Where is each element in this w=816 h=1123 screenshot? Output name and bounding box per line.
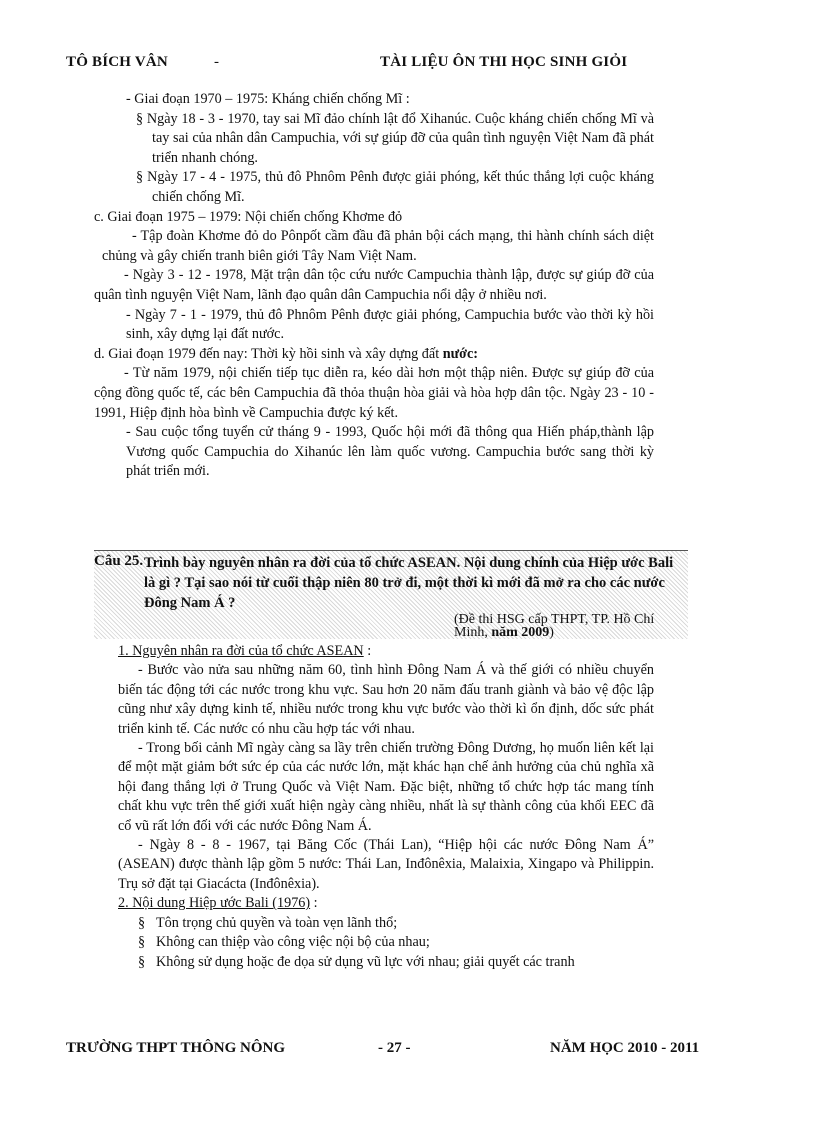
answer-section-1-title: 1. Nguyên nhân ra đời của tổ chức ASEAN bbox=[118, 643, 364, 659]
stage-1970-heading: - Giai đoạn 1970 – 1975: Kháng chiến chống Mĩ : bbox=[126, 91, 410, 107]
answer-section-2-heading bbox=[118, 894, 654, 913]
section-c-paragraph-2: - Ngày 3 - 12 - 1978, Mặt trận dân tộc cứu nước Campuchia thành lập, được sự giúp đỡ của quân tình nguyện Việt Nam, lãnh đạo quân dân Campuchia nổi dậy ở nhiều nơi. bbox=[94, 267, 654, 303]
question-text: Trình bày nguyên nhân ra đời của tổ chức ASEAN. Nội dung chính của Hiệp ước Bali là gì ? Tại sao nói từ cuối thập niên 80 trở đi, một thời kì mới đã mở ra cho các nước Đông Nam Á ? bbox=[144, 555, 674, 611]
list-item-text: Không can thiệp vào công việc nội bộ của nhau; bbox=[156, 934, 430, 951]
footer-page-number: - 27 - bbox=[378, 1040, 411, 1056]
answer-section-2-colon: : bbox=[310, 895, 318, 912]
question-box bbox=[94, 550, 688, 639]
section-c-paragraph-1: - Tập đoàn Khơme đỏ do Pônpốt cầm đầu đã phản bội cách mạng, thi hành chính sách diệt chủng và gây chiến tranh biên giới Tây Nam Việt Nam. bbox=[102, 228, 654, 264]
bullet-mark: § bbox=[138, 934, 146, 951]
bullet-mark: § bbox=[138, 914, 146, 931]
section-d-heading bbox=[94, 345, 654, 365]
part1-body bbox=[94, 90, 654, 482]
page-header bbox=[66, 54, 646, 74]
answer-section-1-paragraph-3: - Ngày 8 - 8 - 1967, tại Băng Cốc (Thái Lan), “Hiệp hội các nước Đông Nam Á” (ASEAN) được thành lập gồm 5 nước: Thái Lan, Inđônêxia, Malaixia, Xingapo và Philippin. Trụ sở đặt tại Giacácta (Inđônêxia). bbox=[118, 837, 654, 892]
header-doc-title: TÀI LIỆU ÔN THI HỌC SINH GIỎI bbox=[380, 54, 628, 70]
section-d-paragraph-1: - Từ năm 1979, nội chiến tiếp tục diễn ra, kéo dài hơn một thập niên. Được sự giúp đỡ của cộng đồng quốc tế, các bên Campuchia đã thỏa thuận hòa giải và hòa hợp dân tộc. Ngày 23 - 10 - 1991, Hiệp định hòa bình về Campuchia được ký kết. bbox=[94, 365, 654, 421]
section-c-heading: c. Giai đoạn 1975 – 1979: Nội chiến chống Khơme đỏ bbox=[94, 208, 403, 225]
answer-section-2-title: 2. Nội dung Hiệp ước Bali (1976) bbox=[118, 895, 311, 912]
question-source-year: năm 2009 bbox=[491, 625, 550, 640]
section-d-heading-bold: nước: bbox=[442, 345, 478, 362]
answer-section-1-paragraph-1: - Bước vào nửa sau những năm 60, tình hình Đông Nam Á và thế giới có nhiều chuyển biến tác động tới các nước trong khu vực. Sau hơn 20 năm đấu tranh giành và bảo vệ độc lập cũng như xây dựng kinh tế, nhiều nước trong khu vực bước vào thời kì ổn định, dốc sức phát triển kinh tế. Các nước có nhu cầu hợp tác với nhau. bbox=[118, 662, 654, 737]
section-d-paragraph-2: - Sau cuộc tổng tuyển cử tháng 9 - 1993, Quốc hội mới đã thông qua Hiến pháp,thành lập Vương quốc Campuchia do Xihanúc lên làm quốc vương. Campuchia bước sang thời kỳ phát triển mới. bbox=[126, 424, 654, 480]
footer-school: TRƯỜNG THPT THÔNG NÔNG bbox=[66, 1040, 286, 1056]
answer-section-1-colon: : bbox=[363, 643, 372, 659]
question-label: Câu 25. bbox=[94, 553, 144, 569]
list-item bbox=[118, 933, 654, 952]
list-item-text: Tôn trọng chủ quyền và toàn vẹn lãnh thổ; bbox=[156, 914, 398, 931]
question-source-text: (Đề thi HSG cấp THPT, TP. Hồ Chí Minh, bbox=[454, 612, 655, 640]
footer-school-year: NĂM HỌC 2010 - 2011 bbox=[550, 1040, 700, 1056]
section-d-heading-text: d. Giai đoạn 1979 đến nay: Thời kỳ hồi sinh và xây dựng đất bbox=[94, 345, 443, 362]
section-c-paragraph-3: - Ngày 7 - 1 - 1979, thủ đô Phnôm Pênh được giải phóng, Campuchia bước vào thời kỳ hồi sinh, xây dựng lại đất nước. bbox=[126, 306, 654, 343]
list-item-text: Không sử dụng hoặc đe dọa sử dụng vũ lực với nhau; giải quyết các tranh bbox=[156, 953, 575, 970]
answer-section-1-paragraph-2: - Trong bối cảnh Mĩ ngày càng sa lầy trên chiến trường Đông Dương, họ muốn liên kết lại để một mặt giảm bớt sức ép của các nước lớn, mặt khác hạn chế ảnh hưởng của chủ nghĩa xã hội đang thắng lợi ở Trung Quốc và Việt Nam. Đặc biệt, những tổ chức hợp tác mang tính chất khu vực trên thế giới xuất hiện ngày càng nhiều, nhất là sự thành công của khối EEC đã cổ vũ rất lớn đối với các nước Đông Nam Á. bbox=[118, 740, 654, 834]
page-footer bbox=[66, 1040, 716, 1060]
answer-body bbox=[118, 642, 654, 972]
bullet-mark: § bbox=[138, 953, 146, 970]
header-dash: - bbox=[214, 54, 220, 70]
list-item bbox=[118, 914, 654, 933]
bullet-1970-coup: § Ngày 18 - 3 - 1970, tay sai Mĩ đảo chính lật đổ Xihanúc. Cuộc kháng chiến chống Mĩ và tay sai của nhân dân Campuchia, với sự giúp đỡ của quân tình nguyện Việt Nam đã phát triển nhanh chóng. bbox=[136, 110, 654, 166]
question-source-close: ) bbox=[549, 625, 554, 640]
header-author: TÔ BÍCH VÂN bbox=[66, 54, 168, 70]
question-source bbox=[454, 613, 664, 639]
bullet-1975-liberation: § Ngày 17 - 4 - 1975, thủ đô Phnôm Pênh được giải phóng, kết thúc thắng lợi cuộc kháng chiến chống Mĩ. bbox=[136, 169, 654, 205]
answer-section-1-heading bbox=[118, 642, 654, 661]
list-item bbox=[118, 953, 654, 972]
